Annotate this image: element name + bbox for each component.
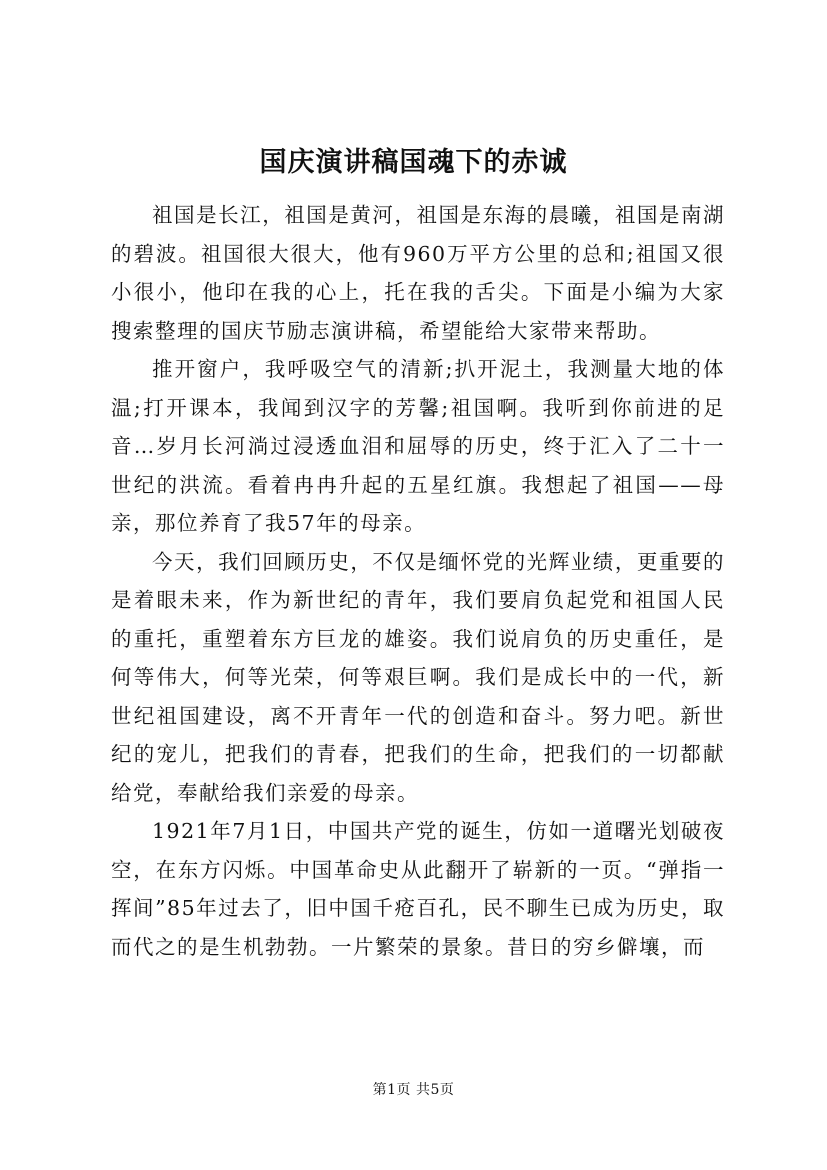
page-footer: 第1页 共5页: [372, 1082, 455, 1098]
paragraph-1: 祖国是长江，祖国是黄河，祖国是东海的晨曦，祖国是南湖的碧波。祖国很大很大，他有960万平方公里的总和;祖国又很小很小，他印在我的心上，托在我的舌尖。下面是小编为大家搜索整理的国庆节励志演讲稿，希望能给大家带来帮助。: [111, 203, 725, 343]
document-body: [111, 196, 725, 966]
document-title: 国庆演讲稿国魂下的赤诚: [259, 147, 568, 178]
paragraph-3: 今天，我们回顾历史，不仅是缅怀党的光辉业绩，更重要的是着眼未来，作为新世纪的青年，我们要肩负起党和祖国人民的重托，重塑着东方巨龙的雄姿。我们说肩负的历史重任，是何等伟大，何等光荣，何等艰巨啊。我们是成长中的一代，新世纪祖国建设，离不开青年一代的创造和奋斗。努力吧。新世纪的宠儿，把我们的青春，把我们的生命，把我们的一切都献给党，奉献给我们亲爱的母亲。: [111, 549, 725, 805]
paragraph-2: 推开窗户，我呼吸空气的清新;扒开泥土，我测量大地的体温;打开课本，我闻到汉字的芳馨;祖国啊。我听到你前进的足音…岁月长河淌过浸透血泪和屈辱的历史，终于汇入了二十一世纪的洪流。看着冉冉升起的五星红旗。我想起了祖国——母亲，那位养育了我57年的母亲。: [111, 357, 725, 535]
paragraph-4: 1921年7月1日，中国共产党的诞生，仿如一道曙光划破夜空，在东方闪烁。中国革命史从此翻开了崭新的一页。“弹指一挥间”85年过去了，旧中国千疮百孔，民不聊生已成为历史，取而代之的是生机勃勃。一片繁荣的景象。昔日的穷乡僻壤，而: [111, 819, 725, 959]
